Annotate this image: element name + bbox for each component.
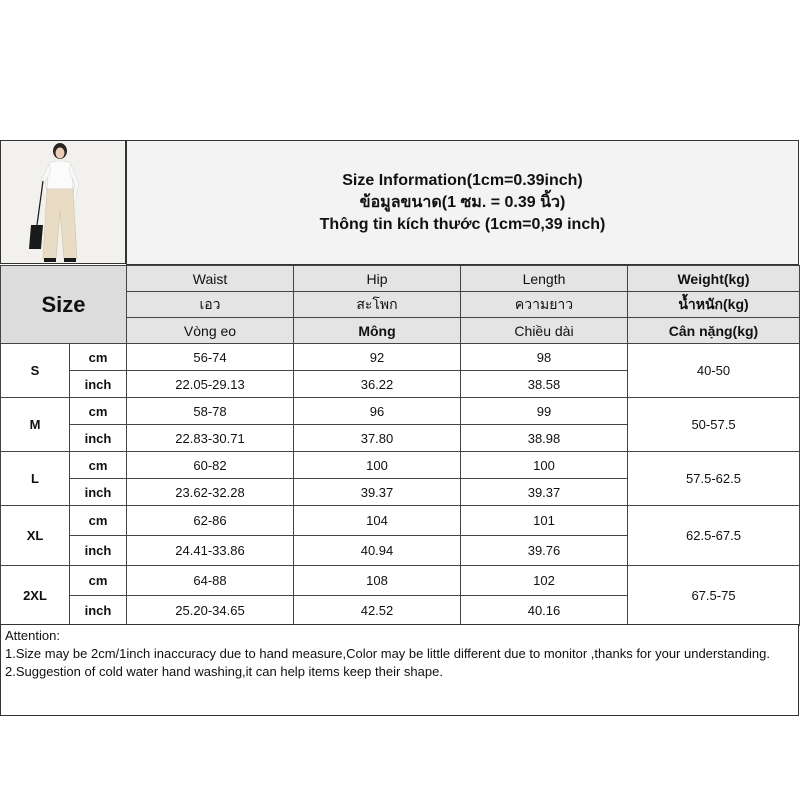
length-cm: 99 [461, 398, 628, 425]
attention-heading: Attention: [5, 628, 60, 643]
waist-inch: 22.83-30.71 [127, 425, 294, 452]
length-cm: 98 [461, 344, 628, 371]
size-table [0, 265, 800, 626]
attention-note-1: 1.Size may be 2cm/1inch inaccuracy due to hand measure,Color may be little different due to monitor ,thanks for your understanding. [5, 646, 771, 661]
size-m: M [1, 398, 70, 452]
table-row [1, 452, 800, 479]
table-row [1, 398, 800, 425]
waist-cm: 58-78 [127, 398, 294, 425]
waist-inch: 24.41-33.86 [127, 536, 294, 566]
header-hip-en: Hip [294, 266, 461, 292]
length-inch: 40.16 [461, 596, 628, 626]
weight: 40-50 [628, 344, 800, 398]
hip-cm: 108 [294, 566, 461, 596]
length-cm: 102 [461, 566, 628, 596]
title-vietnamese: Thông tin kích thước (1cm=0,39 inch) [319, 215, 606, 233]
hip-cm: 92 [294, 344, 461, 371]
unit-cm: cm [70, 506, 127, 536]
unit-inch: inch [70, 596, 127, 626]
unit-cm: cm [70, 344, 127, 371]
header-waist-th: เอว [127, 292, 294, 318]
waist-cm: 60-82 [127, 452, 294, 479]
weight: 57.5-62.5 [628, 452, 800, 506]
waist-inch: 23.62-32.28 [127, 479, 294, 506]
hip-cm: 96 [294, 398, 461, 425]
unit-inch: inch [70, 479, 127, 506]
weight: 62.5-67.5 [628, 506, 800, 566]
table-row [1, 506, 800, 536]
waist-cm: 64-88 [127, 566, 294, 596]
unit-inch: inch [70, 536, 127, 566]
length-inch: 38.98 [461, 425, 628, 452]
hip-inch: 37.80 [294, 425, 461, 452]
title-thai: ข้อมูลขนาด(1 ซม. = 0.39 นิ้ว) [359, 193, 566, 211]
waist-cm: 62-86 [127, 506, 294, 536]
size-s: S [1, 344, 70, 398]
size-header: Size [1, 266, 127, 344]
unit-inch: inch [70, 371, 127, 398]
length-cm: 101 [461, 506, 628, 536]
header-hip-th: สะโพก [294, 292, 461, 318]
hip-inch: 39.37 [294, 479, 461, 506]
size-l: L [1, 452, 70, 506]
hip-cm: 104 [294, 506, 461, 536]
waist-cm: 56-74 [127, 344, 294, 371]
header-length-th: ความยาว [461, 292, 628, 318]
unit-inch: inch [70, 425, 127, 452]
hip-inch: 36.22 [294, 371, 461, 398]
table-row [1, 566, 800, 596]
hip-inch: 40.94 [294, 536, 461, 566]
length-inch: 38.58 [461, 371, 628, 398]
header-length-en: Length [461, 266, 628, 292]
header-hip-vi: Mông [294, 318, 461, 344]
waist-inch: 22.05-29.13 [127, 371, 294, 398]
waist-inch: 25.20-34.65 [127, 596, 294, 626]
size-xl: XL [1, 506, 70, 566]
title-box [126, 140, 799, 265]
product-photo [0, 140, 126, 264]
header-weight-vi: Cân nặng(kg) [628, 318, 800, 344]
length-cm: 100 [461, 452, 628, 479]
model-illustration [1, 141, 126, 264]
unit-cm: cm [70, 398, 127, 425]
header-waist-vi: Vòng eo [127, 318, 294, 344]
header-waist-en: Waist [127, 266, 294, 292]
hip-inch: 42.52 [294, 596, 461, 626]
weight: 67.5-75 [628, 566, 800, 626]
size-2xl: 2XL [1, 566, 70, 626]
header-length-vi: Chiều dài [461, 318, 628, 344]
header-weight-th: น้ำหนัก(kg) [628, 292, 800, 318]
attention-box [0, 624, 799, 716]
weight: 50-57.5 [628, 398, 800, 452]
title-english: Size Information(1cm=0.39inch) [342, 171, 583, 189]
header-weight-en: Weight(kg) [628, 266, 800, 292]
attention-note-2: 2.Suggestion of cold water hand washing,it can help items keep their shape. [5, 664, 443, 679]
unit-cm: cm [70, 452, 127, 479]
table-row [1, 344, 800, 371]
hip-cm: 100 [294, 452, 461, 479]
length-inch: 39.37 [461, 479, 628, 506]
length-inch: 39.76 [461, 536, 628, 566]
unit-cm: cm [70, 566, 127, 596]
